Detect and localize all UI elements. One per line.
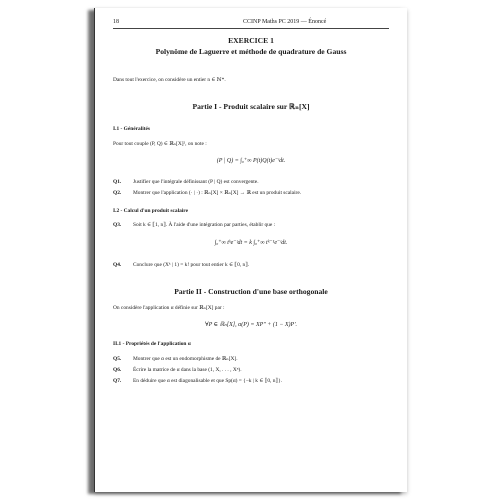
exercise-title: EXERCICE 1 <box>228 36 274 45</box>
q4-label: Q4. <box>113 262 122 268</box>
section-1-1-text: Pour tout couple (P, Q) ∈ ℝₙ[X]², on note : <box>113 141 207 147</box>
q1-text: Justifier que l'intégrale définissant (P | Q) est convergente. <box>133 179 259 185</box>
document-page <box>94 8 407 492</box>
q3-text: Soit k ∈ ⟦1, n⟧. À l'aide d'une intégration par parties, établir que : <box>133 222 276 228</box>
q7-label: Q7. <box>113 378 122 384</box>
section-1-1-title: I.1 - Généralités <box>113 126 150 132</box>
part1-title: Partie I - Produit scalaire sur ℝₙ[X] <box>192 102 310 111</box>
q5-label: Q5. <box>113 356 122 362</box>
formula-alpha-definition: ∀P ∈ ℝₙ[X], α(P) = XP″ + (1 − X)P′. <box>204 322 298 328</box>
q3-label: Q3. <box>113 222 122 228</box>
header-rule <box>113 28 389 29</box>
q2-text: Montrer que l'application (· | ·) : ℝₙ[X] × ℝₙ[X] → ℝ est un produit scalaire. <box>133 190 302 196</box>
q4-text: Conclure que (Xᵏ | 1) = k! pour tout entier k ∈ ⟦0, n⟧. <box>133 262 250 268</box>
q6-label: Q6. <box>113 367 122 373</box>
part2-title: Partie II - Construction d'une base orthogonale <box>174 287 328 296</box>
formula-integration-by-parts: ∫₀⁺∞ tᵏe⁻ᵗdt = k ∫₀⁺∞ tᵏ⁻¹e⁻ᵗdt. <box>214 240 288 246</box>
exercise-intro: Dans tout l'exercice, on considère un entier n ∈ ℕ*. <box>113 77 226 83</box>
q7-text: En déduire que α est diagonalisable et que Sp(α) = {−k | k ∈ ⟦0, n⟧}. <box>133 378 283 384</box>
section-2-1-title: II.1 - Propriétés de l'application α <box>113 341 191 347</box>
page-number: 18 <box>113 19 119 25</box>
section-1-2-title: I.2 - Calcul d'un produit scalaire <box>113 208 188 214</box>
formula-scalar-product: (P | Q) = ∫₀⁺∞ P(t)Q(t)e⁻ᵗdt. <box>216 158 286 164</box>
q1-label: Q1. <box>113 179 122 185</box>
q6-text: Écrire la matrice de α dans la base (1, X, . . . , Xⁿ). <box>133 367 242 373</box>
part2-intro: On considère l'application α définie sur ℝₙ[X] par : <box>113 305 225 311</box>
q5-text: Montrer que α est un endomorphisme de ℝₙ[X]. <box>133 356 238 362</box>
running-header: CCINP Maths PC 2019 — Énoncé <box>243 19 327 25</box>
q2-label: Q2. <box>113 190 122 196</box>
exercise-subtitle: Polynôme de Laguerre et méthode de quadrature de Gauss <box>155 47 347 56</box>
